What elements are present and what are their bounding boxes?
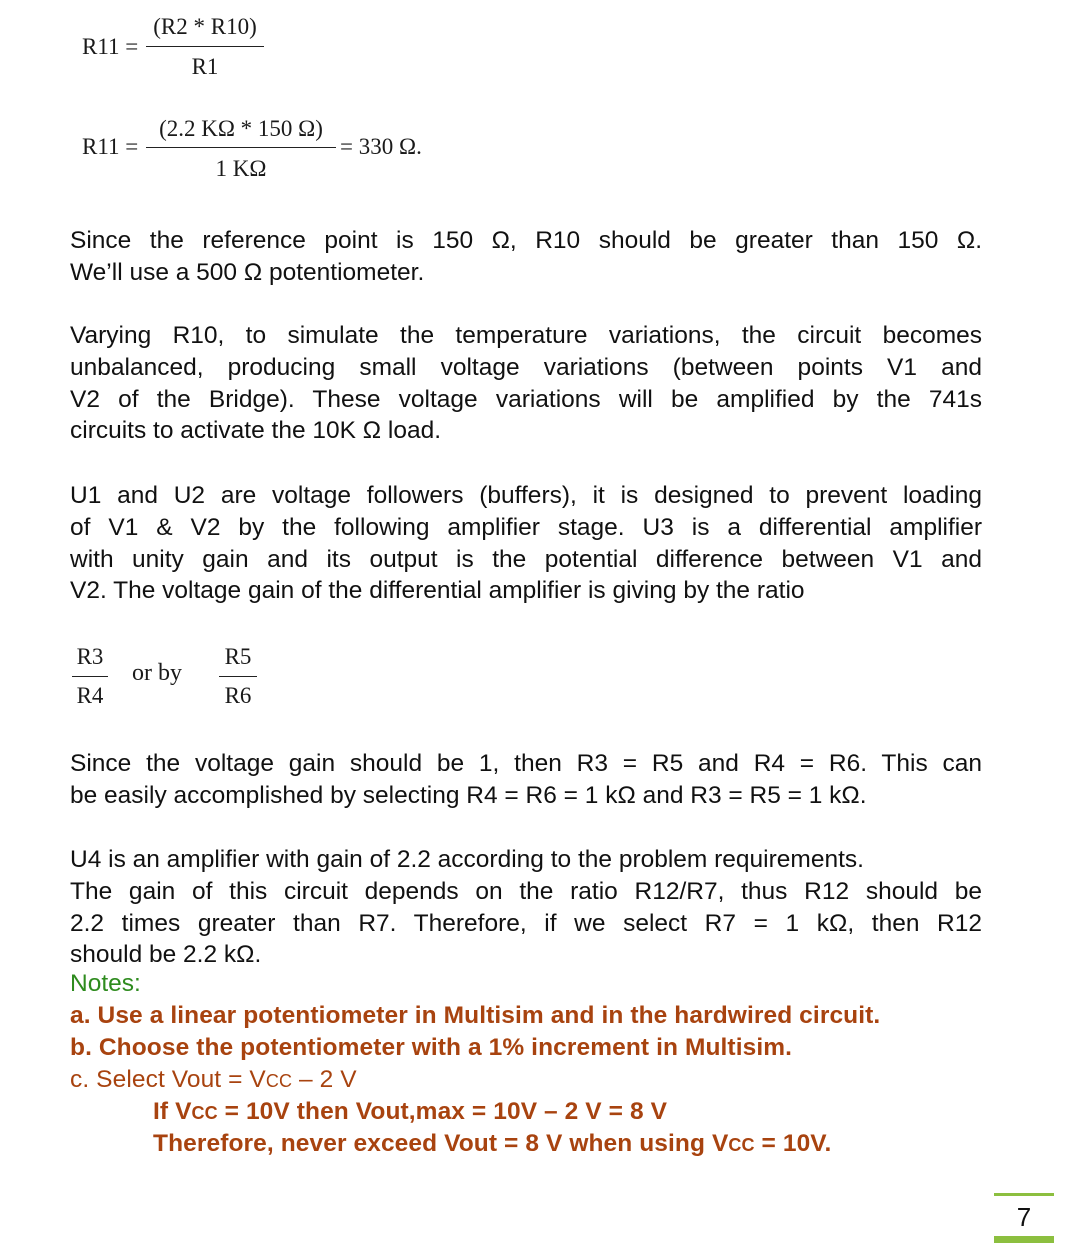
text-line: should be 2.2 kΩ. bbox=[70, 941, 262, 969]
fraction-numerator: R5 bbox=[224, 644, 252, 669]
note-c2-subscript: CC bbox=[728, 1135, 755, 1155]
paragraph-unity-gain bbox=[70, 748, 982, 812]
page-number-bottom-rule bbox=[994, 1236, 1054, 1243]
note-c-suffix: – 2 V bbox=[292, 1066, 357, 1093]
equation-result: = 330 Ω. bbox=[340, 134, 422, 159]
paragraph-varying-r10 bbox=[70, 320, 982, 447]
equation-lhs: R11 = bbox=[82, 134, 139, 159]
equation-denominator: R1 bbox=[191, 54, 219, 79]
note-c1-prefix: If V bbox=[153, 1098, 192, 1125]
text-line: U4 is an amplifier with gain of 2.2 according to the problem requirements. bbox=[70, 846, 864, 873]
note-c bbox=[70, 1066, 357, 1094]
notes-heading: Notes: bbox=[70, 970, 141, 997]
equation-numerator: (R2 * R10) bbox=[153, 14, 257, 39]
text-line: be easily accomplished by selecting R4 = R6 = 1 kΩ and R3 = R5 = 1 kΩ. bbox=[70, 781, 867, 809]
note-c1-subscript: CC bbox=[191, 1103, 218, 1123]
equation-numerator: (2.2 KΩ * 150 Ω) bbox=[159, 116, 323, 141]
equation-r11-formula bbox=[82, 14, 282, 84]
ratio-r5-r6 bbox=[219, 644, 257, 709]
text-line: We’ll use a 500 Ω potentiometer. bbox=[70, 258, 425, 286]
note-c-line2 bbox=[153, 1130, 831, 1158]
text-line: The gain of this circuit depends on the ratio R12/R7, thus R12 should be bbox=[70, 877, 982, 905]
text-line: Varying R10, to simulate the temperature variations, the circuit becomes bbox=[70, 322, 982, 349]
paragraph-reference-point bbox=[70, 225, 982, 289]
text-line: 2.2 times greater than R7. Therefore, if we select R7 = 1 kΩ, then R12 bbox=[70, 909, 982, 937]
text-line: U1 and U2 are voltage followers (buffers), it is designed to prevent loading bbox=[70, 482, 982, 509]
fraction-bar bbox=[72, 676, 108, 677]
text-line: Since the voltage gain should be 1, then R3 = R5 and R4 = R6. This can bbox=[70, 750, 982, 777]
paragraph-voltage-followers bbox=[70, 480, 982, 607]
text-line: V2 of the Bridge). These voltage variations will be amplified by the 741s bbox=[70, 385, 982, 413]
page-number: 7 bbox=[1016, 1202, 1032, 1232]
note-c1-suffix: = 10V then Vout,max = 10V – 2 V = 8 V bbox=[217, 1098, 668, 1125]
text-line: circuits to activate the 10K Ω load. bbox=[70, 417, 442, 445]
page-number-top-rule bbox=[994, 1193, 1054, 1196]
paragraph-u4-amplifier bbox=[70, 844, 982, 971]
fraction-bar bbox=[146, 46, 264, 47]
text-line: of V1 & V2 by the following amplifier stage. U3 is a differential amplifier bbox=[70, 513, 982, 541]
note-c-subscript: CC bbox=[265, 1071, 293, 1091]
fraction-numerator: R3 bbox=[76, 644, 104, 669]
fraction-bar bbox=[146, 147, 336, 148]
note-c2-suffix: = 10V. bbox=[754, 1130, 832, 1157]
fraction-denominator: R4 bbox=[76, 683, 104, 708]
equation-r11-value bbox=[82, 114, 462, 186]
text-line: unbalanced, producing small voltage variations (between points V1 and bbox=[70, 353, 982, 381]
equation-denominator: 1 KΩ bbox=[215, 156, 267, 181]
text-line: V2. The voltage gain of the differential amplifier is giving by the ratio bbox=[70, 577, 805, 605]
note-a: a. Use a linear potentiometer in Multisim and in the hardwired circuit. bbox=[70, 1002, 881, 1029]
note-c-prefix: c. Select Vout = V bbox=[70, 1066, 266, 1093]
ratio-r3-r4 bbox=[72, 644, 108, 709]
fraction-denominator: R6 bbox=[224, 683, 252, 708]
ratio-connector: or by bbox=[132, 660, 182, 686]
note-b: b. Choose the potentiometer with a 1% increment in Multisim. bbox=[70, 1034, 793, 1061]
note-c-line1 bbox=[153, 1098, 667, 1126]
text-line: with unity gain and its output is the potential difference between V1 and bbox=[70, 545, 982, 573]
equation-lhs: R11 = bbox=[82, 34, 139, 59]
page-number-box bbox=[994, 1193, 1054, 1243]
note-c2-prefix: Therefore, never exceed Vout = 8 V when using V bbox=[153, 1130, 729, 1157]
fraction-bar bbox=[219, 676, 257, 677]
text-line: Since the reference point is 150 Ω, R10 should be greater than 150 Ω. bbox=[70, 227, 982, 254]
